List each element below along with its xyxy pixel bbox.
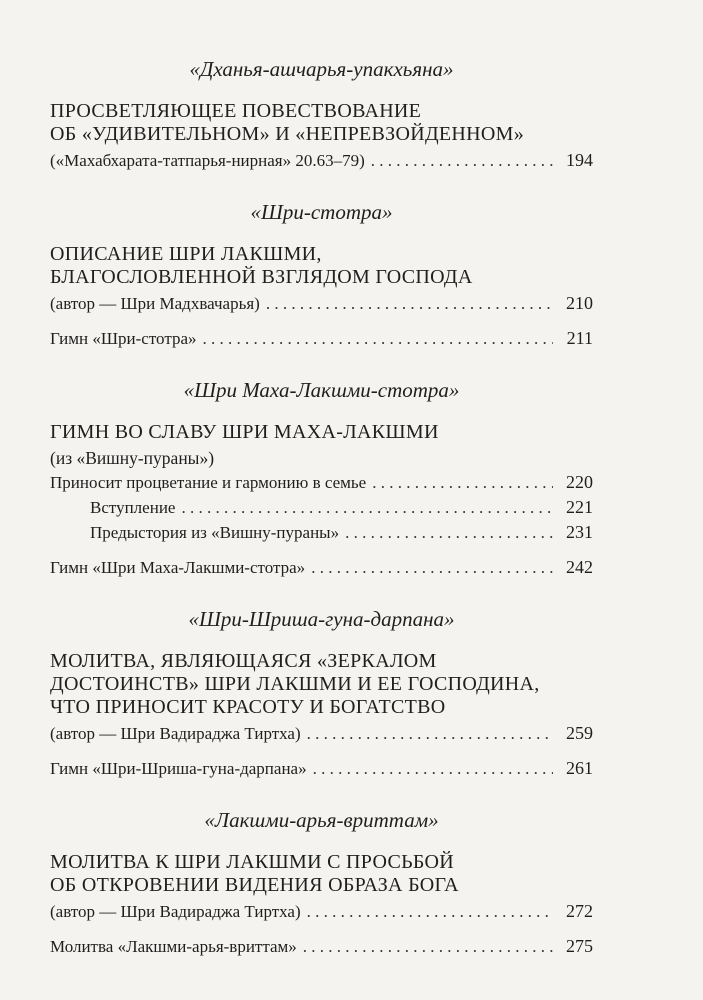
section-subheading: (из «Вишну-пураны») (50, 448, 215, 468)
toc-column (50, 56, 593, 985)
section-title: «Лакшми-арья-вриттам» (204, 808, 439, 832)
heading-line: ОБ ОТКРОВЕНИИ ВИДЕНИЯ ОБРАЗА БОГА (50, 874, 459, 896)
entry-label: Гимн «Шри-стотра» (50, 329, 197, 348)
page-number: 242 (566, 557, 593, 577)
section-heading (50, 851, 593, 897)
heading-line: БЛАГОСЛОВЛЕННОЙ ВЗГЛЯДОМ ГОСПОДА (50, 266, 473, 288)
section-heading (50, 100, 593, 146)
page-number: 220 (566, 472, 593, 492)
entry-label: Приносит процветание и гармонию в семье (50, 473, 367, 492)
dot-leader (371, 149, 553, 173)
page-number: 194 (566, 150, 593, 170)
toc-entry[interactable] (50, 520, 593, 545)
dot-leader (313, 757, 553, 781)
toc-entry[interactable] (50, 148, 593, 173)
page-number: 259 (566, 723, 593, 743)
entry-label: (автор — Шри Вадираджа Тиртха) (50, 724, 301, 743)
heading-line: ОПИСАНИЕ ШРИ ЛАКШМИ, (50, 243, 322, 265)
toc-section (50, 199, 593, 351)
toc-entry[interactable] (50, 555, 593, 580)
heading-line: ДОСТОИНСТВ» ШРИ ЛАКШМИ И ЕЕ ГОСПОДИНА, (50, 673, 540, 695)
page-number: 231 (566, 522, 593, 542)
toc-entry[interactable] (50, 934, 593, 959)
toc-entry[interactable] (50, 721, 593, 746)
section-title: «Шри-Шриша-гуна-дарпана» (188, 607, 455, 631)
toc-section (50, 56, 593, 173)
entry-label: Предыстория из «Вишну-пураны» (90, 523, 340, 542)
section-heading (50, 650, 593, 719)
dot-leader (311, 556, 553, 580)
heading-line: ГИМН ВО СЛАВУ ШРИ МАХА-ЛАКШМИ (50, 421, 439, 443)
toc-section (50, 377, 593, 580)
entry-label: Гимн «Шри-Шриша-гуна-дарпана» (50, 759, 307, 778)
page-number: 211 (566, 328, 593, 348)
page-number: 275 (566, 936, 593, 956)
toc-entry[interactable] (50, 291, 593, 316)
heading-line: МОЛИТВА К ШРИ ЛАКШМИ С ПРОСЬБОЙ (50, 851, 455, 873)
toc-section (50, 807, 593, 959)
entry-label: (автор — Шри Мадхвачарья) (50, 294, 260, 313)
dot-leader (372, 471, 553, 495)
page-number: 221 (566, 497, 593, 517)
section-heading (50, 243, 593, 289)
page-number: 261 (566, 758, 593, 778)
dot-leader (203, 327, 553, 351)
entry-label: («Махабхарата-татпарья-нирная» 20.63–79) (50, 151, 365, 170)
dot-leader (181, 496, 553, 520)
section-title: «Шри-стотра» (250, 200, 393, 224)
entry-label: Гимн «Шри Маха-Лакшми-стотра» (50, 558, 306, 577)
dot-leader (307, 900, 553, 924)
toc-entry[interactable] (50, 899, 593, 924)
section-title: «Шри Маха-Лакшми-стотра» (183, 378, 460, 402)
dot-leader (345, 521, 553, 545)
page-number: 210 (566, 293, 593, 313)
section-title: «Дханья-ашчарья-упакхьяна» (189, 57, 454, 81)
heading-line: МОЛИТВА, ЯВЛЯЮЩАЯСЯ «ЗЕРКАЛОМ (50, 650, 437, 672)
dot-leader (307, 722, 553, 746)
heading-line: ЧТО ПРИНОСИТ КРАСОТУ И БОГАТСТВО (50, 696, 446, 718)
toc-entry[interactable] (50, 756, 593, 781)
heading-line: ОБ «УДИВИТЕЛЬНОМ» И «НЕПРЕВЗОЙДЕННОМ» (50, 123, 525, 145)
entry-label: (автор — Шри Вадираджа Тиртха) (50, 902, 301, 921)
toc-entry[interactable] (50, 470, 593, 495)
entry-label: Молитва «Лакшми-арья-вриттам» (50, 937, 297, 956)
toc-section (50, 606, 593, 781)
toc-entry[interactable] (50, 326, 593, 351)
entry-label: Вступление (90, 498, 176, 517)
heading-line: ПРОСВЕТЛЯЮЩЕЕ ПОВЕСТВОВАНИЕ (50, 100, 422, 122)
dot-leader (303, 935, 553, 959)
dot-leader (266, 292, 553, 316)
section-heading (50, 421, 593, 444)
toc-entry[interactable] (50, 495, 593, 520)
page-number: 272 (566, 901, 593, 921)
